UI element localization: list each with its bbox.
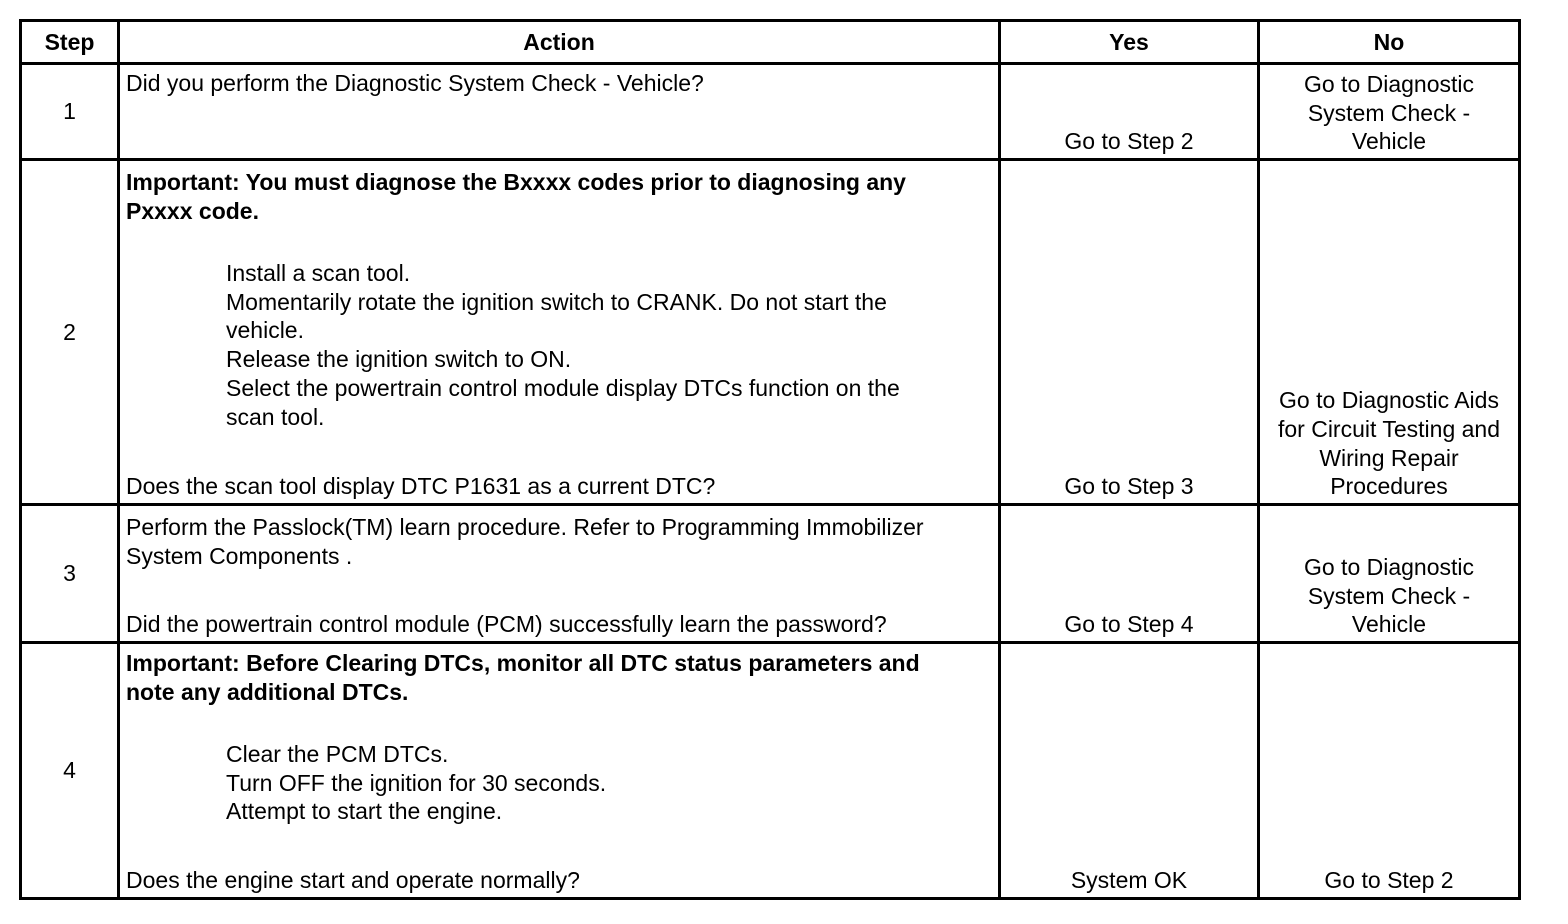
table-row-2-no — [1260, 161, 1518, 503]
table-row-4-yes — [1001, 644, 1257, 897]
table-row-3-step: 3 — [63, 560, 76, 587]
row-3-question: Did the powertrain control module (PCM) successfully learn the password? — [126, 611, 887, 638]
row-1-question: Did you perform the Diagnostic System Check - Vehicle? — [126, 70, 704, 96]
row-1-no-text: Go to Diagnostic System Check - Vehicle — [1303, 70, 1475, 155]
row-3-yes-text: Go to Step 4 — [1064, 611, 1194, 638]
table-row-2-yes — [1001, 161, 1257, 503]
row-4-question: Does the engine start and operate normally? — [126, 867, 580, 894]
row-4-step-list: Clear the PCM DTCs. Turn OFF the ignition for 30 seconds. Attempt to start the engine. — [226, 741, 607, 825]
row-3-no-text: Go to Diagnostic System Check - Vehicle — [1303, 553, 1475, 638]
table-row-4-action — [120, 644, 998, 897]
row-2-yes-text: Go to Step 3 — [1064, 473, 1194, 500]
row-4-no-text: Go to Step 2 — [1324, 867, 1454, 894]
header-yes: Yes — [1109, 29, 1149, 55]
row-4-yes-text: System OK — [1070, 867, 1188, 894]
table-row-3-no — [1260, 506, 1518, 641]
table-row-4-step: 4 — [63, 757, 76, 784]
table-row-3-yes — [1001, 506, 1257, 641]
row-1-yes-text: Go to Step 2 — [1064, 128, 1194, 155]
table-row-3-action — [120, 506, 998, 641]
table-row-2-step: 2 — [63, 318, 76, 345]
table-row-2-action — [120, 161, 998, 503]
row-3-intro: Perform the Passlock(TM) learn procedure. Refer to Programming Immobilizer System Components . — [126, 514, 924, 569]
table-row-1-yes — [1001, 65, 1257, 158]
table-row-1-action — [120, 65, 998, 158]
table-row-1-step: 1 — [63, 98, 76, 125]
header-action: Action — [523, 29, 595, 55]
row-2-question: Does the scan tool display DTC P1631 as a current DTC? — [126, 473, 716, 500]
table-row-4-no — [1260, 644, 1518, 897]
row-2-important-note: Important: You must diagnose the Bxxxx codes prior to diagnosing any Pxxxx code. — [126, 169, 906, 224]
row-2-no-text: Go to Diagnostic Aids for Circuit Testing and Wiring Repair Procedures — [1277, 387, 1500, 500]
header-step: Step — [44, 29, 95, 55]
diagnostic-table — [19, 19, 1521, 900]
row-4-important-note: Important: Before Clearing DTCs, monitor all DTC status parameters and note any additional DTCs. — [126, 650, 920, 705]
table-row-1-no — [1260, 65, 1518, 158]
header-no: No — [1373, 29, 1405, 55]
row-2-step-list: Install a scan tool. Momentarily rotate the ignition switch to CRANK. Do not start the vehicle. Release the ignition switch to ON. Select the powertrain control module display DTCs function on the scan tool. — [226, 260, 900, 430]
